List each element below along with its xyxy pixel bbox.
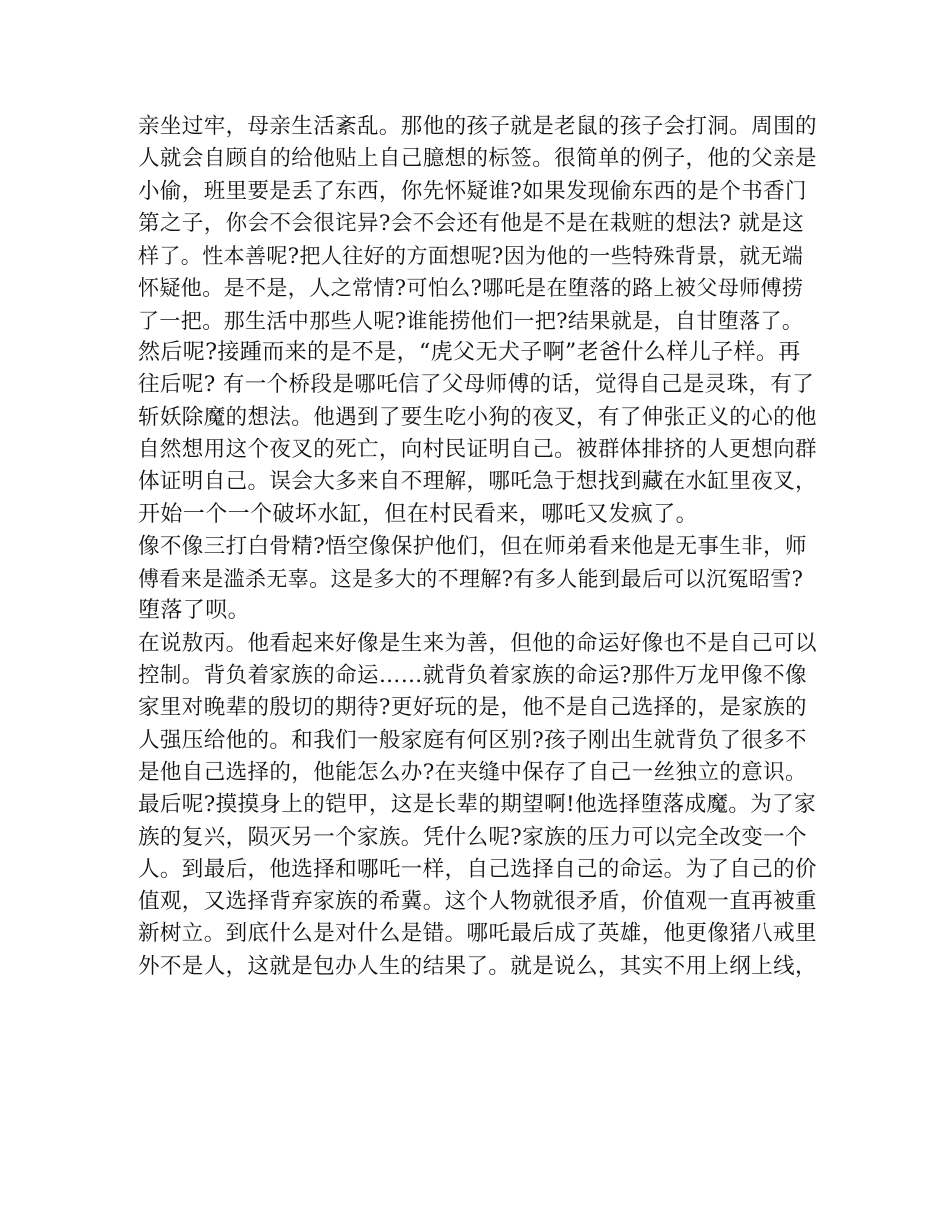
text-line: 人。到最后，他选择和哪吒一样，自己选择自己的命运。为了自己的价 [138, 856, 817, 882]
text-line: 小偷，班里要是丢了东西，你先怀疑谁?如果发现偷东西的是个书香门 [138, 178, 807, 204]
text-line: 体证明自己。误会大多来自不理解，哪吒急于想找到藏在水缸里夜叉， [138, 469, 817, 495]
text-line: 人就会自顾自的给他贴上自己臆想的标签。很简单的例子，他的父亲是 [138, 146, 817, 172]
text-line: 往后呢? 有一个桥段是哪吒信了父母师傅的话，觉得自己是灵珠，有了 [138, 372, 815, 398]
text-line: 样了。性本善呢?把人往好的方面想呢?因为他的一些特殊背景，就无端 [138, 244, 804, 269]
text-line: 开始一个一个破坏水缸，但在村民看来，哪吒又发疯了。 [138, 501, 699, 527]
text-line: 外不是人，这就是包办人生的结果了。就是说么，其实不用上纲上线， [138, 953, 817, 979]
text-line: 傅看来是滥杀无辜。这是多大的不理解?有多人能到最后可以沉冤昭雪? [138, 567, 804, 592]
text-line: 第之子，你会不会很诧异?会不会还有他是不是在栽赃的想法? 就是这 [138, 210, 805, 236]
text-line: 了一把。那生活中那些人呢?谁能捞他们一把?结果就是，自甘堕落了。 [138, 308, 804, 333]
text-line: 族的复兴，陨灭另一个家族。凭什么呢?家族的压力可以完全改变一个 [138, 824, 807, 850]
text-line: 人强压给他的。和我们一般家庭有何区别?孩子刚出生就背负了很多不 [138, 727, 807, 753]
text-line: 亲坐过牢，母亲生活紊乱。那他的孩子就是老鼠的孩子会打洞。周围的 [138, 114, 817, 139]
text-line: 怀疑他。是不是，人之常情?可怕么?哪吒是在堕落的路上被父母师傅捞 [138, 276, 804, 301]
text-line: 堕落了呗。 [138, 598, 251, 624]
text-line: 自然想用这个夜叉的死亡，向村民证明自己。被群体排挤的人更想向群 [138, 436, 817, 462]
body-text [138, 111, 818, 983]
text-line: 值观，又选择背弃家族的希冀。这个人物就很矛盾，价值观一直再被重 [138, 889, 817, 915]
text-line: 是他自己选择的，他能怎么办?在夹缝中保存了自己一丝独立的意识。 [138, 759, 807, 785]
text-line: 然后呢?接踵而来的是不是，“虎父无犬子啊”老爸什么样儿子样。再 [138, 340, 801, 366]
text-line: 斩妖除魔的想法。他遇到了要生吃小狗的夜叉，有了伸张正义的心的他 [138, 404, 817, 430]
text-line: 最后呢?摸摸身上的铠甲，这是长辈的期望啊!他选择堕落成魔。为了家 [138, 792, 816, 818]
text-line: 像不像三打白骨精?悟空像保护他们，但在师弟看来他是无事生非，师 [138, 533, 807, 559]
text-line: 家里对晚辈的殷切的期待?更好玩的是，他不是自己选择的，是家族的 [138, 695, 807, 721]
text-line: 控制。背负着家族的命运……就背负着家族的命运?那件万龙甲像不像 [138, 663, 807, 689]
text-line: 在说敖丙。他看起来好像是生来为善，但他的命运好像也不是自己可以 [138, 630, 817, 656]
text-line: 新树立。到底什么是对什么是错。哪吒最后成了英雄，他更像猪八戒里 [138, 921, 817, 947]
